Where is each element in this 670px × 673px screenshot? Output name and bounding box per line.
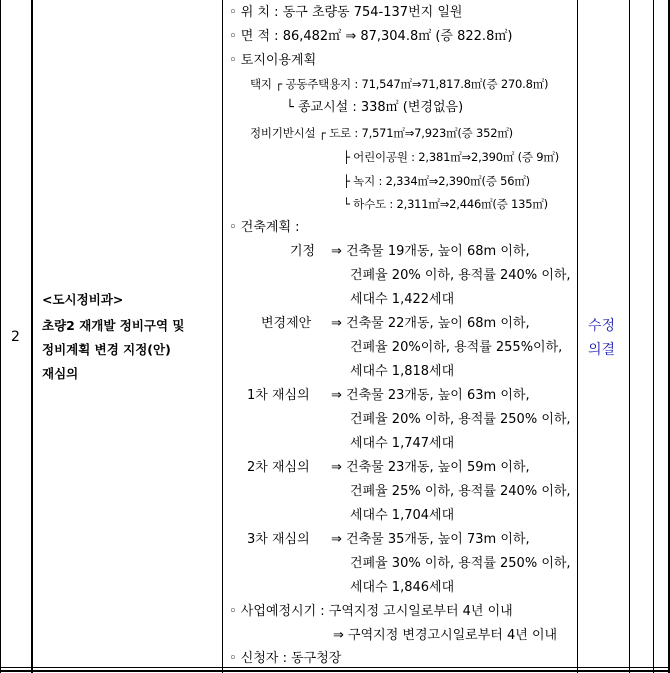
content-infra-road: 정비기반시설 ┌ 도로 : 7,571㎡⇒7,923㎡(증 352㎡) — [250, 126, 513, 140]
agenda-title-line2: 정비계획 변경 지정(안) — [42, 342, 171, 357]
plan-label: 1차 재심의 — [247, 388, 310, 403]
plan-line1: ⇒ 건축물 23개동, 높이 63m 이하, — [331, 388, 530, 403]
plan-line3: 세대수 1,704세대 — [350, 508, 455, 523]
content-schedule: ◦ 사업예정시기 : 구역지정 고시일로부터 4년 이내 — [229, 604, 513, 619]
agenda-department: <도시정비과> — [42, 292, 124, 307]
table-divider-content — [577, 0, 578, 673]
content-building-heading: ◦ 건축계획 : — [229, 220, 300, 235]
plan-line3: 세대수 1,422세대 — [350, 292, 455, 307]
plan-line3: 세대수 1,747세대 — [350, 436, 455, 451]
plan-line2: 건폐율 20% 이하, 용적률 240% 이하, — [350, 268, 571, 283]
agenda-title-line1: 초량2 재개발 정비구역 및 — [42, 318, 185, 333]
content-religious-facility: └ 종교시설 : 338㎡ (변경없음) — [286, 100, 464, 115]
plan-label: 3차 재심의 — [247, 532, 310, 547]
content-location: ◦ 위 치 : 동구 초량동 754-137번지 일원 — [229, 5, 463, 20]
plan-label: 변경제안 — [261, 316, 312, 331]
content-infra-green: ├ 녹지 : 2,334㎡⇒2,390㎡(증 56㎡) — [343, 174, 530, 188]
result-line2: 의결 — [588, 342, 616, 358]
content-infra-sewer: └ 하수도 : 2,311㎡⇒2,446㎡(증 135㎡) — [343, 197, 548, 211]
result-line1: 수정 — [588, 318, 616, 334]
content-land-use-heading: ◦ 토지이용계획 — [229, 53, 317, 68]
table-border-left — [0, 0, 1, 673]
row-number: 2 — [11, 329, 20, 345]
table-bottom-line-1 — [0, 667, 670, 668]
content-area: ◦ 면 적 : 86,482㎡ ⇒ 87,304.8㎡ (증 822.8㎡) — [229, 29, 513, 44]
plan-label: 2차 재심의 — [247, 460, 310, 475]
plan-line3: 세대수 1,846세대 — [350, 580, 455, 595]
plan-line2: 건폐율 25% 이하, 용적률 240% 이하, — [350, 484, 571, 499]
content-applicant: ◦ 신청자 : 동구청장 — [229, 651, 342, 666]
plan-line1: ⇒ 건축물 19개동, 높이 68m 이하, — [331, 244, 530, 259]
plan-line1: ⇒ 건축물 35개동, 높이 73m 이하, — [331, 532, 530, 547]
plan-line2: 건폐율 20%이하, 용적률 255%이하, — [350, 340, 563, 355]
table-divider-result — [629, 0, 630, 673]
table-divider-note — [653, 0, 654, 673]
table-bottom-line-2 — [0, 670, 670, 672]
table-divider-title — [222, 0, 223, 673]
content-schedule-change: ⇒ 구역지정 변경고시일로부터 4년 이내 — [333, 628, 558, 643]
plan-line1: ⇒ 건축물 22개동, 높이 68m 이하, — [331, 316, 530, 331]
plan-line1: ⇒ 건축물 23개동, 높이 59m 이하, — [331, 460, 530, 475]
plan-label: 기정 — [290, 244, 316, 259]
agenda-title-line3: 재심의 — [42, 366, 79, 381]
plan-line2: 건폐율 20% 이하, 용적률 250% 이하, — [350, 412, 571, 427]
table-divider-number — [31, 0, 33, 673]
content-housing-land: 택지 ┌ 공동주택용지 : 71,547㎡⇒71,817.8㎡(증 270.8㎡) — [250, 77, 549, 91]
plan-line3: 세대수 1,818세대 — [350, 364, 455, 379]
content-infra-park: ├ 어린이공원 : 2,381㎡⇒2,390㎡ (증 9㎡) — [343, 150, 559, 164]
plan-line2: 건폐율 30% 이하, 용적률 250% 이하, — [350, 556, 571, 571]
